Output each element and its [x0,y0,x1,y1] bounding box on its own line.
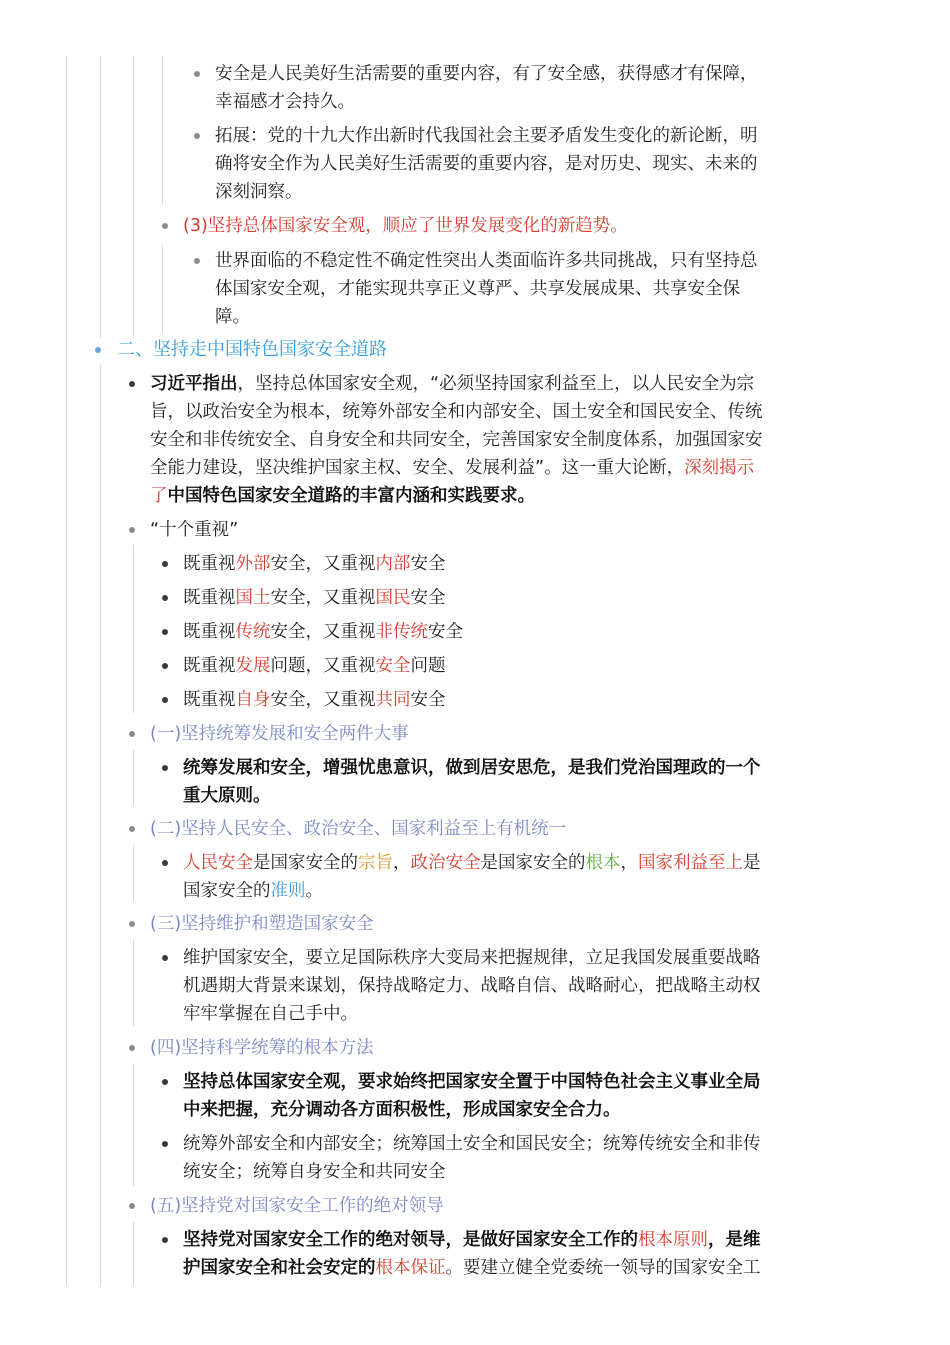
bullet-icon [162,955,168,961]
subsection-title: (五)坚持党对国家安全工作的绝对领导 [150,1196,444,1216]
bullet-icon [129,826,135,832]
bullet-icon [162,697,168,703]
list-item: 安全是人民美好生活需要的重要内容，有了安全感，获得感才有保障， 幸福感才会持久。 [215,64,758,112]
subsection-title: (一)坚持统筹发展和安全两件大事 [150,724,409,744]
list-item: 既重视外部安全，又重视内部安全 [183,554,446,574]
bullet-icon [162,1079,168,1085]
bullet-icon [194,133,200,139]
bullet-icon [129,1203,135,1209]
bullet-icon [129,527,135,533]
outline-guide-section2 [100,364,101,1286]
subsection-title: “十个重视” [150,520,239,540]
bullet-icon [194,71,200,77]
list-item: 既重视国土安全，又重视国民安全 [183,588,446,608]
outline-guide-level2 [100,56,101,338]
outline-guide-outer [66,56,67,1286]
bullet-icon [162,765,168,771]
outline-guide-level4b [162,245,163,333]
bullet-icon [194,258,200,264]
bullet-icon [129,921,135,927]
bullet-icon [162,629,168,635]
list-item: 既重视发展问题，又重视安全问题 [183,656,446,676]
subsection-title: (四)坚持科学统筹的根本方法 [150,1038,374,1058]
bullet-icon [95,347,101,353]
outline-guide-ten [133,545,134,713]
list-item: 坚持总体国家安全观，要求始终把国家安全置于中国特色社会主义事业全局 中来把握，充分调动各方面积极性，形成国家安全合力。 [183,1072,761,1120]
section-title: 二、坚持走中国特色国家安全道路 [117,339,387,360]
bullet-icon [129,1045,135,1051]
subsection-title: (三)坚持维护和塑造国家安全 [150,914,374,934]
outline-guide-level4a [162,56,163,204]
outline-guide-p3 [133,940,134,1026]
quote-paragraph: 习近平指出，坚持总体国家安全观，“必须坚持国家利益至上，以人民安全为宗 旨，以政治安全为根本，统筹外部安全和内部安全、国土安全和国民安全、传统 安全和非传统安全、自身安全和共同安全，完善国家安全制度体系，加强国家安 全能力建设，坚决维护国家主权、安全、发展利益”。这一重大论断，深刻揭示 了中国特色国家安全道路的丰富内涵和实践要求。 [150,374,763,506]
list-item: 拓展：党的十九大作出新时代我国社会主要矛盾发生变化的新论断，明 确将安全作为人民美好生活需要的重要内容，是对历史、现实、未来的 深刻洞察。 [215,126,758,202]
bullet-icon [129,731,135,737]
list-item: 维护国家安全，要立足国际秩序大变局来把握规律，立足我国发展重要战略 机遇期大背景来谋划，保持战略定力、战略自信、战略耐心，把战略主动权 牢牢掌握在自己手中。 [183,948,761,1024]
outline-guide-p5 [133,1222,134,1286]
subsection-title: (二)坚持人民安全、政治安全、国家利益至上有机统一 [150,819,567,839]
outline-guide-p1 [133,750,134,806]
bullet-icon [129,381,135,387]
bullet-icon [162,595,168,601]
list-item: 坚持党对国家安全工作的绝对领导，是做好国家安全工作的根本原则，是维 护国家安全和社会安定的根本保证。要建立健全党委统一领导的国家安全工 [183,1230,761,1278]
bullet-icon [162,561,168,567]
list-item: 既重视传统安全，又重视非传统安全 [183,622,463,642]
bullet-icon [162,1237,168,1243]
list-item: 世界面临的不稳定性不确定性突出人类面临许多共同挑战，只有坚持总 体国家安全观，才能实现共享正义尊严、共享发展成果、共享安全保 障。 [215,251,758,327]
list-item: 既重视自身安全，又重视共同安全 [183,690,446,710]
list-item: 统筹发展和安全，增强忧患意识，做到居安思危，是我们党治国理政的一个 重大原则。 [183,758,761,806]
bullet-icon [162,1141,168,1147]
outline-guide-p2 [133,845,134,901]
list-item: 统筹外部安全和内部安全；统筹国土安全和国民安全；统筹传统安全和非传 统安全；统筹自身安全和共同安全 [183,1134,761,1182]
list-item: 人民安全是国家安全的宗旨，政治安全是国家安全的根本，国家利益至上是 国家安全的准则。 [183,853,761,901]
subpoint-heading: (3)坚持总体国家安全观，顺应了世界发展变化的新趋势。 [183,216,628,236]
bullet-icon [162,223,168,229]
bullet-icon [162,663,168,669]
outline-guide-level3 [133,56,134,338]
outline-guide-p4 [133,1064,134,1186]
bullet-icon [162,860,168,866]
